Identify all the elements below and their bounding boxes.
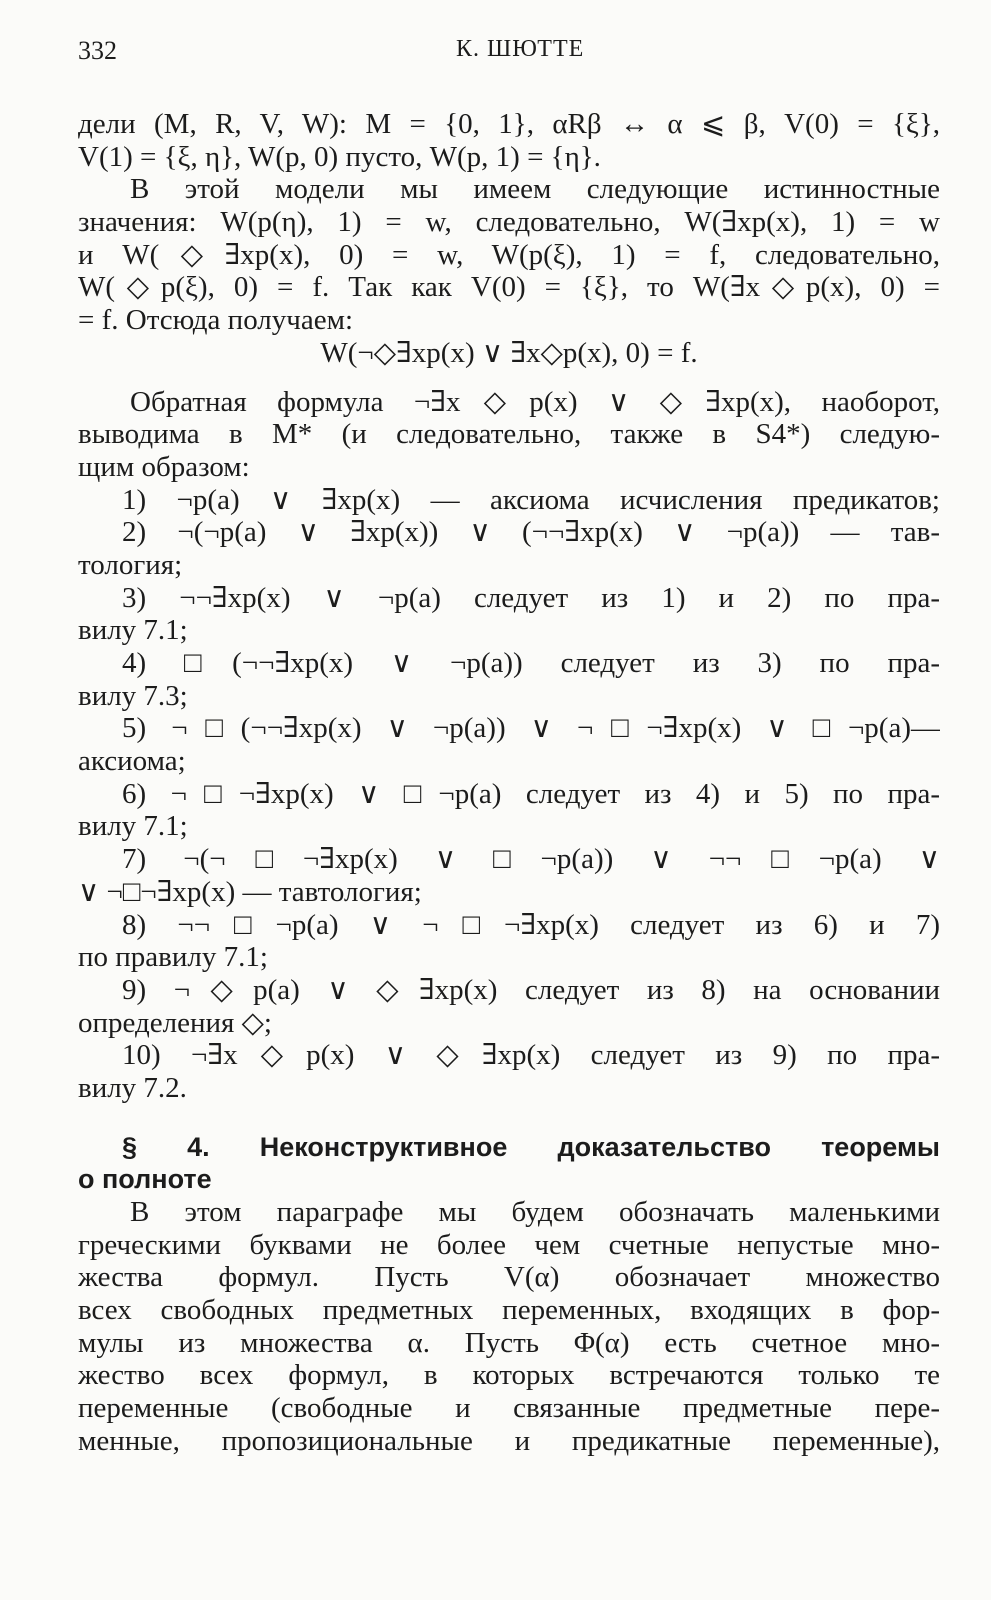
- text-line-p4-1: В этом параграфе мы будем обозначать маленькими: [130, 1196, 940, 1228]
- page-body: [78, 108, 940, 1458]
- text-line-s10a: 10) ¬∃x◇p(x) ∨ ◇∃xp(x) следует из 9) по пра-: [122, 1039, 940, 1072]
- text-line-h4a: § 4. Неконструктивное доказательство теоремы: [122, 1131, 940, 1162]
- text-line-s6a: 6) ¬□¬∃xp(x) ∨ □¬p(a) следует из 4) и 5) по пра-: [122, 777, 940, 810]
- text-line-p1-2: V(1) = {ξ, η}, W(p, 0) пусто, W(p, 1) = {η}.: [78, 140, 601, 173]
- text-line-p3-1: Обратная формула ¬∃x◇p(x) ∨ ◇∃xp(x), наоборот,: [130, 385, 940, 418]
- text-line-f1: W(¬◇∃xp(x) ∨ ∃x◇p(x), 0) = f.: [320, 336, 698, 369]
- text-line-p2-3: и W(◇∃xp(x), 0) = w, W(p(ξ), 1) = f, следовательно,: [78, 238, 940, 271]
- text-line-s3a: 3) ¬¬∃xp(x) ∨ ¬p(a) следует из 1) и 2) по пра-: [122, 581, 940, 614]
- text-line-p4-3: жества формул. Пусть V(α) обозначает множество: [78, 1261, 940, 1294]
- text-line-h4b: о полноте: [78, 1164, 212, 1195]
- text-line-s9b: определения ◇;: [78, 1006, 272, 1039]
- text-line-p4-8: менные, пропозициональные и предикатные переменные),: [78, 1424, 940, 1457]
- text-line-p1-1: дели (M, R, V, W): M = {0, 1}, αRβ ↔ α ⩽ β, V(0) = {ξ},: [78, 108, 940, 140]
- text-line-s6b: вилу 7.1;: [78, 810, 188, 843]
- text-line-s2b: тология;: [78, 548, 183, 581]
- text-line-s7b: ∨ ¬□¬∃xp(x) — тавтология;: [78, 875, 422, 908]
- text-line-s10b: вилу 7.2.: [78, 1071, 187, 1104]
- page-header: [78, 36, 939, 70]
- text-line-p3-3: щим образом:: [78, 450, 250, 483]
- spacer: [78, 1105, 940, 1131]
- text-line-p2-2: значения: W(p(η), 1) = w, следовательно, W(∃xp(x), 1) = w: [78, 206, 940, 239]
- text-line-p2-5: = f. Отсюда получаем:: [78, 304, 354, 337]
- text-line-s5a: 5) ¬□(¬¬∃xp(x) ∨ ¬p(a)) ∨ ¬□¬∃xp(x) ∨ □¬p(a)—: [122, 712, 940, 745]
- text-line-s8a: 8) ¬¬□¬p(a) ∨ ¬□¬∃xp(x) следует из 6) и 7): [122, 908, 940, 941]
- text-line-p4-6: жество всех формул, в которых встречаются только те: [78, 1359, 940, 1392]
- text-line-s4a: 4) □(¬¬∃xp(x) ∨ ¬p(a)) следует из 3) по пра-: [122, 647, 940, 679]
- running-head: К. ШЮТТЕ: [456, 36, 585, 62]
- text-line-p4-7: переменные (свободные и связанные предметные пере-: [78, 1392, 940, 1425]
- text-line-s3b: вилу 7.1;: [78, 614, 188, 647]
- text-line-p4-5: мулы из множества α. Пусть Φ(α) есть счетное мно-: [78, 1326, 940, 1359]
- text-line-p4-2: греческими буквами не более чем счетные непустые мно-: [78, 1228, 940, 1261]
- page-number: 332: [78, 36, 117, 65]
- spacer: [78, 370, 940, 386]
- text-line-s8b: по правилу 7.1;: [78, 941, 268, 974]
- text-line-s7a: 7) ¬(¬□¬∃xp(x) ∨ □¬p(a)) ∨ ¬¬□¬p(a) ∨: [122, 843, 940, 876]
- text-line-p4-4: всех свободных предметных переменных, входящих в фор-: [78, 1294, 940, 1327]
- text-line-s5b: аксиома;: [78, 745, 186, 778]
- text-line-p2-4: W(◇p(ξ), 0) = f. Так как V(0) = {ξ}, то W(∃x◇p(x), 0) =: [78, 271, 940, 304]
- text-line-s2a: 2) ¬(¬p(a) ∨ ∃xp(x)) ∨ (¬¬∃xp(x) ∨ ¬p(a)) — тав-: [122, 516, 940, 549]
- text-line-p2-1: В этой модели мы имеем следующие истинностные: [130, 173, 940, 206]
- text-line-s1: 1) ¬p(a) ∨ ∃xp(x) — аксиома исчисления предикатов;: [122, 483, 940, 516]
- text-line-s4b: вилу 7.3;: [78, 679, 188, 712]
- text-line-p3-2: выводима в M* (и следовательно, также в S4*) следую-: [78, 418, 940, 451]
- text-line-s9a: 9) ¬◇p(a) ∨ ◇∃xp(x) следует из 8) на основании: [122, 973, 940, 1006]
